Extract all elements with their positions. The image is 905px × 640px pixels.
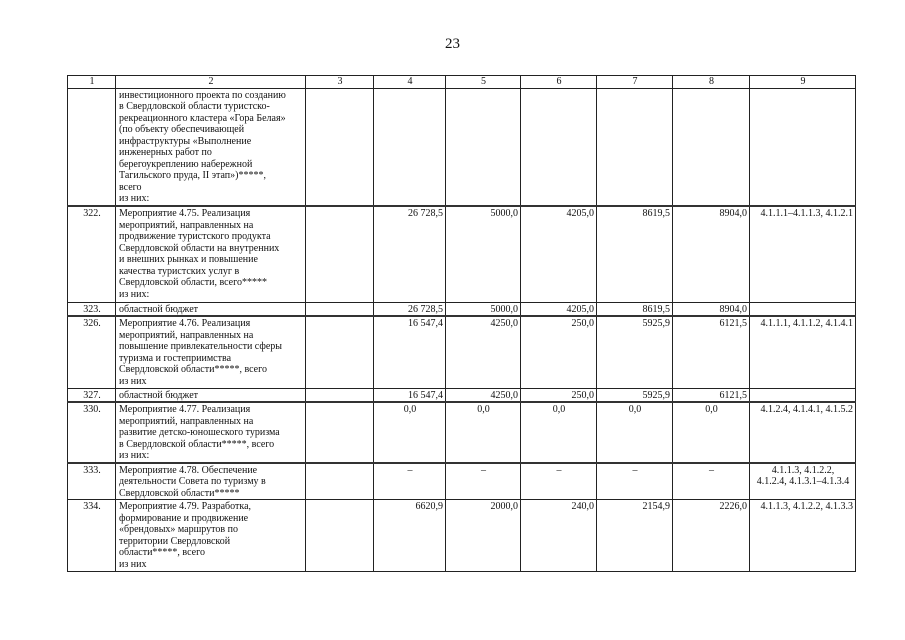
cell-col5: 4250,0 bbox=[446, 388, 521, 402]
cell-targets bbox=[750, 302, 856, 316]
cell-col7: 8619,5 bbox=[597, 206, 673, 302]
cell-col3 bbox=[306, 463, 374, 500]
row-number: 322. bbox=[68, 206, 116, 302]
cell-col6: – bbox=[521, 463, 597, 500]
row-number bbox=[68, 88, 116, 206]
table-row bbox=[68, 463, 856, 500]
cell-targets: 4.1.1.1, 4.1.1.2, 4.1.4.1 bbox=[750, 316, 856, 388]
cell-col7: 5925,9 bbox=[597, 388, 673, 402]
cell-col4: 26 728,5 bbox=[374, 206, 446, 302]
cell-col4: 16 547,4 bbox=[374, 388, 446, 402]
cell-col8: 6121,5 bbox=[673, 388, 750, 402]
cell-col6: 250,0 bbox=[521, 388, 597, 402]
cell-targets bbox=[750, 88, 856, 206]
cell-col7: – bbox=[597, 463, 673, 500]
column-header: 4 bbox=[374, 76, 446, 89]
table-row bbox=[68, 402, 856, 463]
column-header: 3 bbox=[306, 76, 374, 89]
row-number: 323. bbox=[68, 302, 116, 316]
table-row bbox=[68, 302, 856, 316]
cell-col4 bbox=[374, 88, 446, 206]
row-description: Мероприятие 4.75. Реализация мероприятий, направленных на продвижение туристского продукта Свердловской области на внутренних и внешних рынках и повышение качества туристских услуг в Свердловской области, всего***** из них: bbox=[116, 206, 306, 302]
cell-col4: 0,0 bbox=[374, 402, 446, 463]
cell-col3 bbox=[306, 500, 374, 572]
cell-col5: 0,0 bbox=[446, 402, 521, 463]
cell-targets: 4.1.1.1–4.1.1.3, 4.1.2.1 bbox=[750, 206, 856, 302]
cell-col4: – bbox=[374, 463, 446, 500]
column-header: 5 bbox=[446, 76, 521, 89]
cell-targets: 4.1.1.3, 4.1.2.2, 4.1.2.4, 4.1.3.1–4.1.3.4 bbox=[750, 463, 856, 500]
cell-col3 bbox=[306, 88, 374, 206]
row-number: 326. bbox=[68, 316, 116, 388]
row-number: 327. bbox=[68, 388, 116, 402]
cell-col6: 4205,0 bbox=[521, 206, 597, 302]
cell-targets bbox=[750, 388, 856, 402]
table-row bbox=[68, 316, 856, 388]
cell-col8: 8904,0 bbox=[673, 206, 750, 302]
column-number-row bbox=[68, 76, 856, 89]
row-description: Мероприятие 4.76. Реализация мероприятий, направленных на повышение привлекательности сферы туризма и гостеприимства Свердловской области*****, всего из них bbox=[116, 316, 306, 388]
table-row bbox=[68, 206, 856, 302]
row-description: Мероприятие 4.78. Обеспечение деятельности Совета по туризму в Свердловской области***** bbox=[116, 463, 306, 500]
cell-col3 bbox=[306, 206, 374, 302]
cell-col5: 5000,0 bbox=[446, 206, 521, 302]
row-number: 330. bbox=[68, 402, 116, 463]
row-description: областной бюджет bbox=[116, 388, 306, 402]
page-number: 23 bbox=[445, 36, 460, 52]
cell-col8: – bbox=[673, 463, 750, 500]
row-description: инвестиционного проекта по созданию в Свердловской области туристско- рекреационного кластера «Гора Белая» (по объекту обеспечивающей инфраструктуры «Выполнение инженерных работ по берегоукреплению набережной Тагильского пруда, II этап»)*****, всего из них: bbox=[116, 88, 306, 206]
row-number: 334. bbox=[68, 500, 116, 572]
cell-col7: 5925,9 bbox=[597, 316, 673, 388]
cell-col5: – bbox=[446, 463, 521, 500]
cell-col7: 0,0 bbox=[597, 402, 673, 463]
cell-col8: 6121,5 bbox=[673, 316, 750, 388]
cell-col3 bbox=[306, 402, 374, 463]
row-description: областной бюджет bbox=[116, 302, 306, 316]
cell-col6: 240,0 bbox=[521, 500, 597, 572]
cell-col6 bbox=[521, 88, 597, 206]
cell-col6: 0,0 bbox=[521, 402, 597, 463]
column-header: 8 bbox=[673, 76, 750, 89]
cell-col5 bbox=[446, 88, 521, 206]
column-header: 6 bbox=[521, 76, 597, 89]
cell-col5: 4250,0 bbox=[446, 316, 521, 388]
cell-col8: 0,0 bbox=[673, 402, 750, 463]
column-header: 7 bbox=[597, 76, 673, 89]
table-row bbox=[68, 388, 856, 402]
cell-targets: 4.1.1.3, 4.1.2.2, 4.1.3.3 bbox=[750, 500, 856, 572]
row-description: Мероприятие 4.77. Реализация мероприятий, направленных на развитие детско-юношеского туризма в Свердловской области*****, всего из них: bbox=[116, 402, 306, 463]
cell-col3 bbox=[306, 302, 374, 316]
budget-table bbox=[67, 75, 856, 572]
cell-col7: 2154,9 bbox=[597, 500, 673, 572]
row-description: Мероприятие 4.79. Разработка, формирование и продвижение «брендовых» маршрутов по территории Свердловской области*****, всего из них bbox=[116, 500, 306, 572]
cell-col7: 8619,5 bbox=[597, 302, 673, 316]
column-header: 9 bbox=[750, 76, 856, 89]
cell-col6: 250,0 bbox=[521, 316, 597, 388]
cell-col8 bbox=[673, 88, 750, 206]
column-header: 1 bbox=[68, 76, 116, 89]
cell-targets: 4.1.2.4, 4.1.4.1, 4.1.5.2 bbox=[750, 402, 856, 463]
cell-col6: 4205,0 bbox=[521, 302, 597, 316]
cell-col5: 2000,0 bbox=[446, 500, 521, 572]
table-row bbox=[68, 500, 856, 572]
column-header: 2 bbox=[116, 76, 306, 89]
cell-col4: 6620,9 bbox=[374, 500, 446, 572]
row-number: 333. bbox=[68, 463, 116, 500]
cell-col4: 26 728,5 bbox=[374, 302, 446, 316]
cell-col3 bbox=[306, 388, 374, 402]
cell-col5: 5000,0 bbox=[446, 302, 521, 316]
cell-col8: 2226,0 bbox=[673, 500, 750, 572]
cell-col8: 8904,0 bbox=[673, 302, 750, 316]
cell-col3 bbox=[306, 316, 374, 388]
cell-col7 bbox=[597, 88, 673, 206]
table-row bbox=[68, 88, 856, 206]
cell-col4: 16 547,4 bbox=[374, 316, 446, 388]
